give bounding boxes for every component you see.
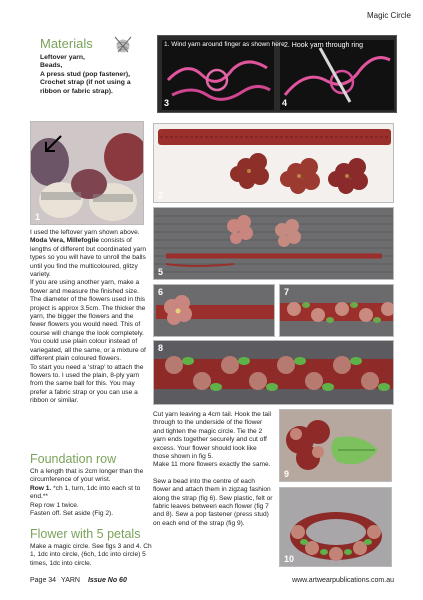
yarn-ball-icon (113, 36, 133, 54)
fig-5-number: 5 (158, 267, 164, 277)
foundation-title: Foundation row (30, 452, 117, 466)
fig-7-number: 7 (284, 287, 290, 297)
fig-8-photo (153, 340, 394, 405)
intro-rest: consists of lengths of different but coordinated yarn types so you will have to unroll the balls until you find the multicoloured, glitzy variety. (30, 237, 147, 279)
materials-item: A press stud (pop fastener), (40, 70, 131, 78)
intro-paragraph-3: To start you need a ‘strap’ to attach the flowers to. I used the plain, 8-ply yarn from the same ball for this. You may prefer a fabric strap or you can use a ribbon or similar. (30, 363, 144, 405)
fig-1-yarn-photo (30, 121, 144, 225)
foundation-row-1 (30, 485, 150, 502)
footer (30, 577, 394, 584)
step-1-caption: 1. Wind yarn around finger as shown here (164, 41, 285, 48)
fig-6-photo (153, 284, 275, 337)
petals-block (30, 527, 152, 568)
yarn-brand: Moda Vera, Millefoglie (30, 237, 99, 245)
fig-3-number: 3 (164, 98, 170, 108)
middle-paragraph-3: Sew a bead into the centre of each flower and attach them in zigzag fashion along the strap (fig 6). Sew plastic, felt or fabric leaves between each flower (fig 7 and 8). Sew a pop fastener (press stud) on each end of the strap (fig 9). (153, 477, 273, 527)
intro-paragraph-2: If you are using another yarn, make a flower and measure the finished size. The diameter of the flowers used in this project is approx 3.5cm. The thicker the yarn, the bigger the flowers and the fewer flowers you would need. This of course will change the look completely. You could use plain colour instead of variegated, all the same, or a mixture of different plain coloured flowers. (30, 279, 146, 363)
page-number: Page 34 (30, 577, 57, 584)
materials-list (40, 54, 156, 96)
foundation-line-4: Fasten off. Set aside (Fig 2). (30, 510, 114, 518)
arrow-icon (41, 132, 65, 156)
fig-1-number: 1 (35, 212, 41, 222)
step-2-caption: 2. Hook yarn through ring (284, 42, 363, 49)
row-1-text: *ch 1, turn, 1dc into each st to end.** (30, 484, 141, 501)
fig-2-number: 2 (158, 190, 164, 200)
fig-7-photo (279, 284, 394, 337)
fig-10-photo (279, 487, 392, 567)
fig-2-strap-photo (153, 123, 394, 203)
fig-8-number: 8 (158, 343, 164, 353)
fig-10-number: 10 (284, 554, 295, 564)
magic-circle-step-photos (157, 35, 397, 113)
intro-lead: I used the leftover yarn shown above. (30, 229, 140, 236)
fig-6-number: 6 (158, 287, 164, 297)
fig-4-number: 4 (282, 98, 288, 108)
row-1-label: Row 1. (30, 484, 52, 492)
materials-item: Leftover yarn, (40, 54, 85, 61)
fig-5-flowers-photo (153, 207, 394, 280)
foundation-line-1: Ch a length that is 2cm longer than the circumference of your wrist. (30, 468, 144, 484)
intro-text (30, 229, 150, 406)
materials-block (40, 36, 156, 96)
step-2-photo (280, 40, 394, 110)
materials-item: ribbon or fabric strap). (40, 87, 113, 95)
materials-item: Beads, (40, 62, 63, 70)
middle-paragraph-2: Make 11 more flowers exactly the same. (153, 461, 271, 469)
fig-9-number: 9 (284, 469, 290, 479)
foundation-block (30, 452, 150, 518)
petals-text: Make a magic circle. See figs 3 and 4. Ch 1, 1dc into circle, (6ch, 1dc into circle) 5 times, 1dc into circle. (30, 543, 152, 567)
magazine-name: YARN (61, 577, 80, 584)
middle-text (153, 411, 273, 528)
middle-paragraph-1: Cut yarn leaving a 4cm tail. Hook the tail through to the underside of the flower and tighten the magic circle. Tie the 2 yarn ends together securely and cut off excess. Your flower should look like those shown in fig 5. (153, 411, 272, 461)
issue-number: Issue No 60 (87, 577, 127, 584)
petals-title: Flower with 5 petals (30, 527, 141, 541)
materials-title: Materials (40, 36, 93, 51)
step-1-photo (162, 40, 274, 110)
intro-paragraph-1 (30, 229, 150, 279)
materials-item: Crochet strap (if not using a (40, 79, 131, 87)
website-url[interactable]: www.artwearpublications.com.au (292, 577, 394, 584)
section-header: Magic Circle (366, 11, 411, 20)
foundation-line-3: Rep row 1 twice. (30, 501, 79, 509)
fig-9-photo (279, 409, 392, 482)
